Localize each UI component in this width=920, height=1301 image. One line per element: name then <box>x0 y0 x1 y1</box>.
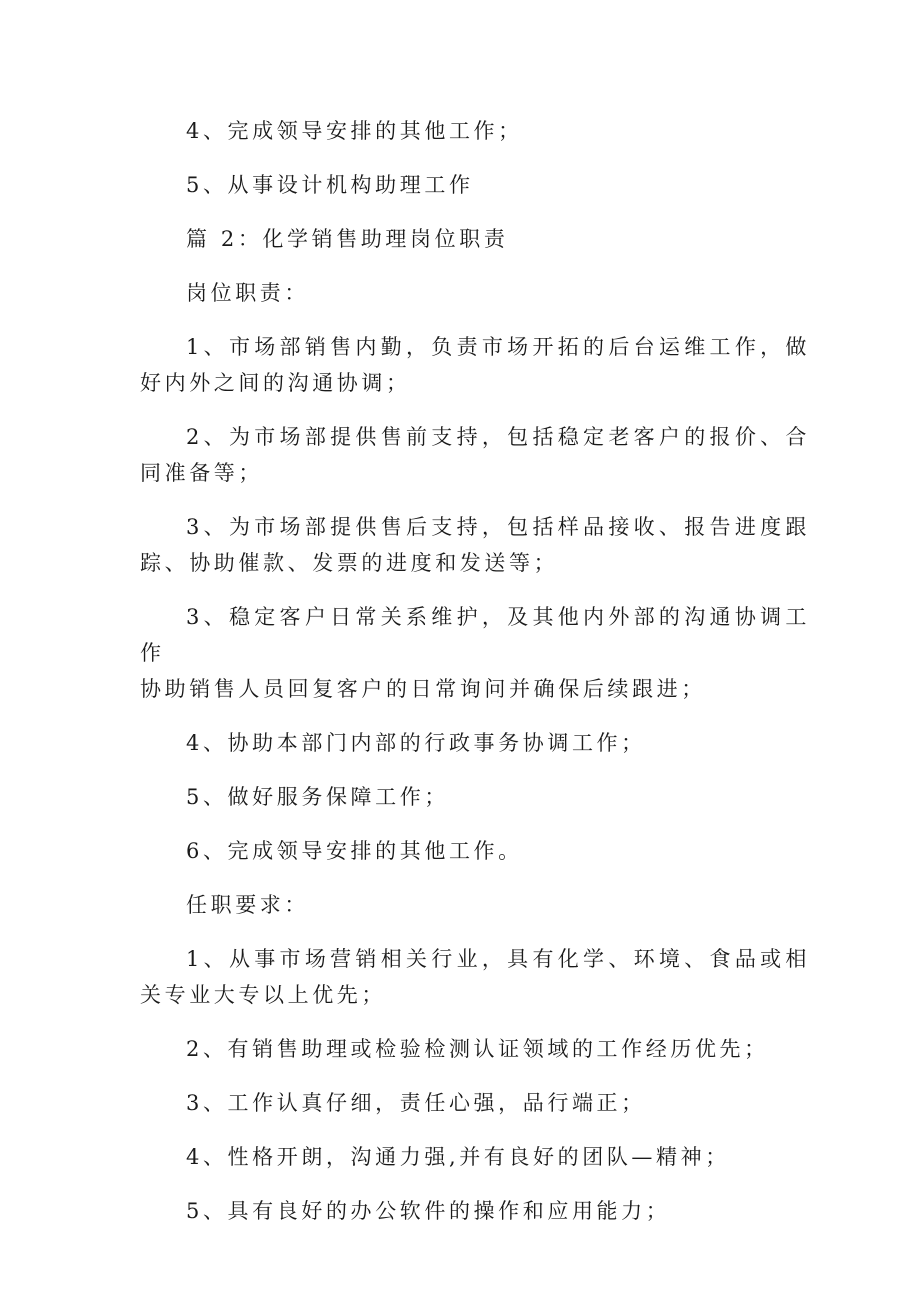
paragraph-item-4-leader-tasks: 4、完成领导安排的其他工作； <box>186 119 523 143</box>
subheading-job-duties: 岗位职责： <box>186 281 309 305</box>
requirement-item-4: 4、性格开朗，沟通力强,并有良好的团队—精神； <box>186 1145 730 1169</box>
duty-item-6: 6、完成领导安排的其他工作。 <box>186 839 523 863</box>
duty-item-1: 1、市场部销售内勤，负责市场开拓的后台运维工作，做好内外之间的沟通协调； <box>140 335 810 395</box>
document-body <box>140 113 810 1247</box>
duty-item-3a: 3、为市场部提供售后支持，包括样品接收、报告进度跟踪、协助催款、发票的进度和发送等； <box>140 515 810 575</box>
requirement-item-1: 1、从事市场营销相关行业，具有化学、环境、食品或相关专业大专以上优先； <box>140 947 810 1007</box>
subheading-requirements: 任职要求： <box>186 893 309 917</box>
duty-item-5: 5、做好服务保障工作； <box>186 785 449 809</box>
paragraph-item-5-design-assistant: 5、从事设计机构助理工作 <box>186 173 474 197</box>
requirement-item-3: 3、工作认真仔细，责任心强，品行端正； <box>186 1091 646 1115</box>
requirement-item-2: 2、有销售助理或检验检测认证领域的工作经历优先； <box>186 1037 769 1061</box>
section-heading: 篇 2：化学销售助理岗位职责 <box>186 227 509 251</box>
duty-item-3b: 3、稳定客户日常关系维护，及其他内外部的沟通协调工作 协助销售人员回复客户的日常询问并确保后续跟进； <box>140 605 810 701</box>
duty-item-2: 2、为市场部提供售前支持，包括稳定老客户的报价、合同准备等； <box>140 425 810 485</box>
duty-item-4: 4、协助本部门内部的行政事务协调工作； <box>186 731 646 755</box>
requirement-item-5: 5、具有良好的办公软件的操作和应用能力； <box>186 1199 671 1223</box>
